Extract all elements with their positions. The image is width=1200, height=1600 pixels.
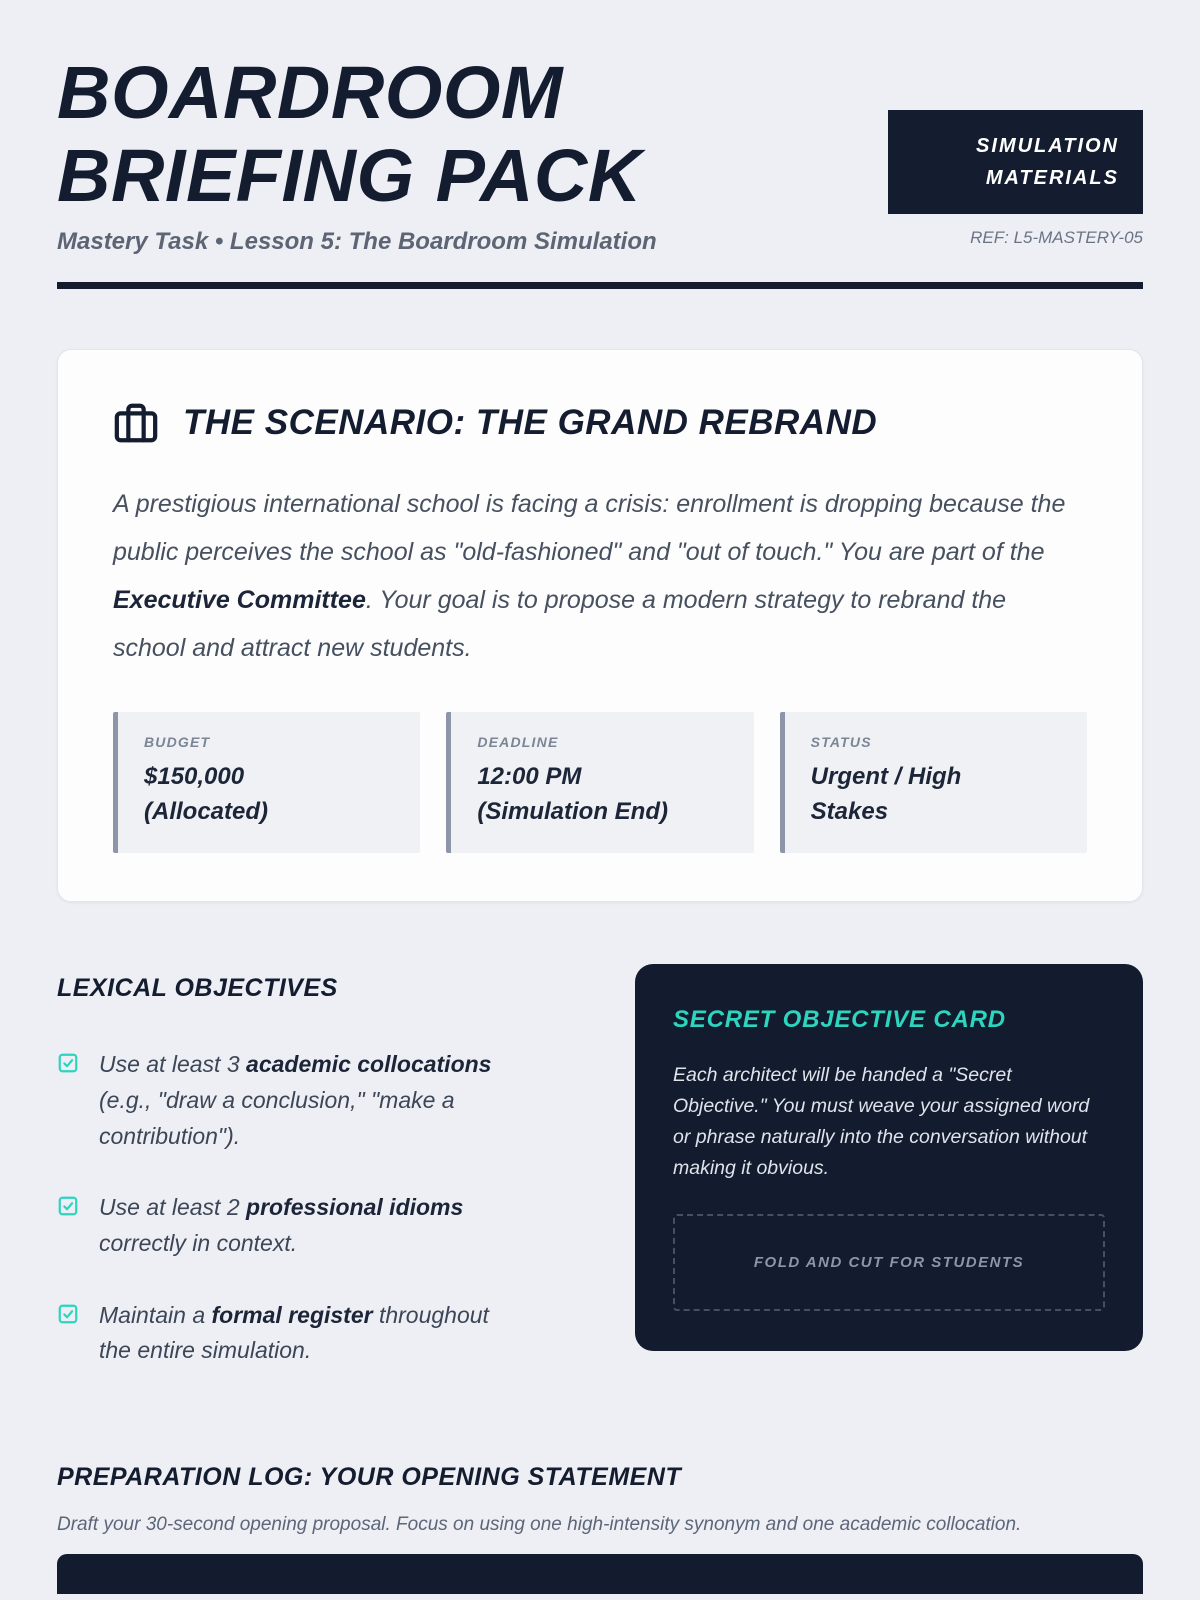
secret-objective-card xyxy=(635,964,1143,1350)
objective-item-text: Maintain a formal register throughout the entire simulation. xyxy=(99,1301,489,1364)
scenario-text-post: . Your goal is to propose a modern strategy to rebrand the school and attract new students. xyxy=(113,585,1007,662)
stat-deadline xyxy=(446,712,753,854)
stat-budget-label: BUDGET xyxy=(144,733,211,750)
lexical-objectives-column xyxy=(57,964,579,1404)
page-title-line1: BOARDROOM xyxy=(57,51,564,134)
badge-block xyxy=(888,110,1143,248)
lexical-objectives-heading: LEXICAL OBJECTIVES xyxy=(57,974,338,1003)
preparation-log-heading: PREPARATION LOG: YOUR OPENING STATEMENT xyxy=(57,1462,682,1491)
scenario-stats-row xyxy=(113,712,1087,854)
reference-code: REF: L5-MASTERY-05 xyxy=(970,228,1143,247)
checked-checkbox-icon xyxy=(57,1303,79,1325)
scenario-heading: THE SCENARIO: THE GRAND REBRAND xyxy=(183,402,878,442)
page-title xyxy=(57,52,888,218)
objective-item-idioms xyxy=(57,1190,527,1261)
preparation-log-instructions: Draft your 30-second opening proposal. Focus on using one high-intensity synonym and one academic collocation. xyxy=(57,1513,1022,1535)
writing-area-box xyxy=(57,1554,1143,1594)
stat-status xyxy=(780,712,1087,854)
objective-item-text: Use at least 3 academic collocations (e.g., "draw a conclusion," "make a contribution"). xyxy=(99,1051,492,1149)
objective-item-collocations xyxy=(57,1047,527,1154)
secret-objective-heading: SECRET OBJECTIVE CARD xyxy=(673,1006,1006,1034)
objective-item-register xyxy=(57,1298,527,1369)
objective-list xyxy=(57,1047,579,1368)
page-subtitle: Mastery Task • Lesson 5: The Boardroom Simulation xyxy=(57,227,657,255)
scenario-text-bold: Executive Committee xyxy=(113,585,366,614)
scenario-card xyxy=(57,349,1143,903)
scenario-header xyxy=(113,400,1087,446)
page-title-line2: BRIEFING PACK xyxy=(57,133,642,217)
objective-item-text: Use at least 2 professional idioms correctly in context. xyxy=(99,1194,464,1256)
badge-line1: SIMULATION xyxy=(976,135,1119,157)
header-divider xyxy=(57,282,1143,289)
stat-budget xyxy=(113,712,420,854)
objectives-section xyxy=(57,964,1143,1404)
title-block xyxy=(57,52,888,256)
checked-checkbox-icon xyxy=(57,1195,79,1217)
checked-checkbox-icon xyxy=(57,1052,79,1074)
stat-status-value: Urgent / High Stakes xyxy=(810,762,962,825)
header xyxy=(57,52,1143,256)
secret-objective-description: Each architect will be handed a "Secret Objective." You must weave your assigned word or phrase naturally into the conversation without making it obvious. xyxy=(673,1064,1090,1179)
preparation-log-section xyxy=(57,1463,1143,1594)
stat-status-label: STATUS xyxy=(810,733,872,750)
stat-budget-value: $150,000 (Allocated) xyxy=(144,762,269,825)
badge-line2: MATERIALS xyxy=(985,167,1119,189)
scenario-description xyxy=(113,480,1073,672)
fold-and-cut-area xyxy=(673,1214,1105,1311)
scenario-text-pre: A prestigious international school is facing a crisis: enrollment is dropping because the public perceives the school as "old-fashioned" and "out of touch." You are part of the xyxy=(113,489,1066,566)
simulation-materials-badge xyxy=(888,110,1143,214)
briefcase-icon xyxy=(113,400,159,446)
fold-and-cut-label: FOLD AND CUT FOR STUDENTS xyxy=(753,1253,1025,1271)
stat-deadline-value: 12:00 PM (Simulation End) xyxy=(477,762,668,825)
stat-deadline-label: DEADLINE xyxy=(477,733,559,750)
